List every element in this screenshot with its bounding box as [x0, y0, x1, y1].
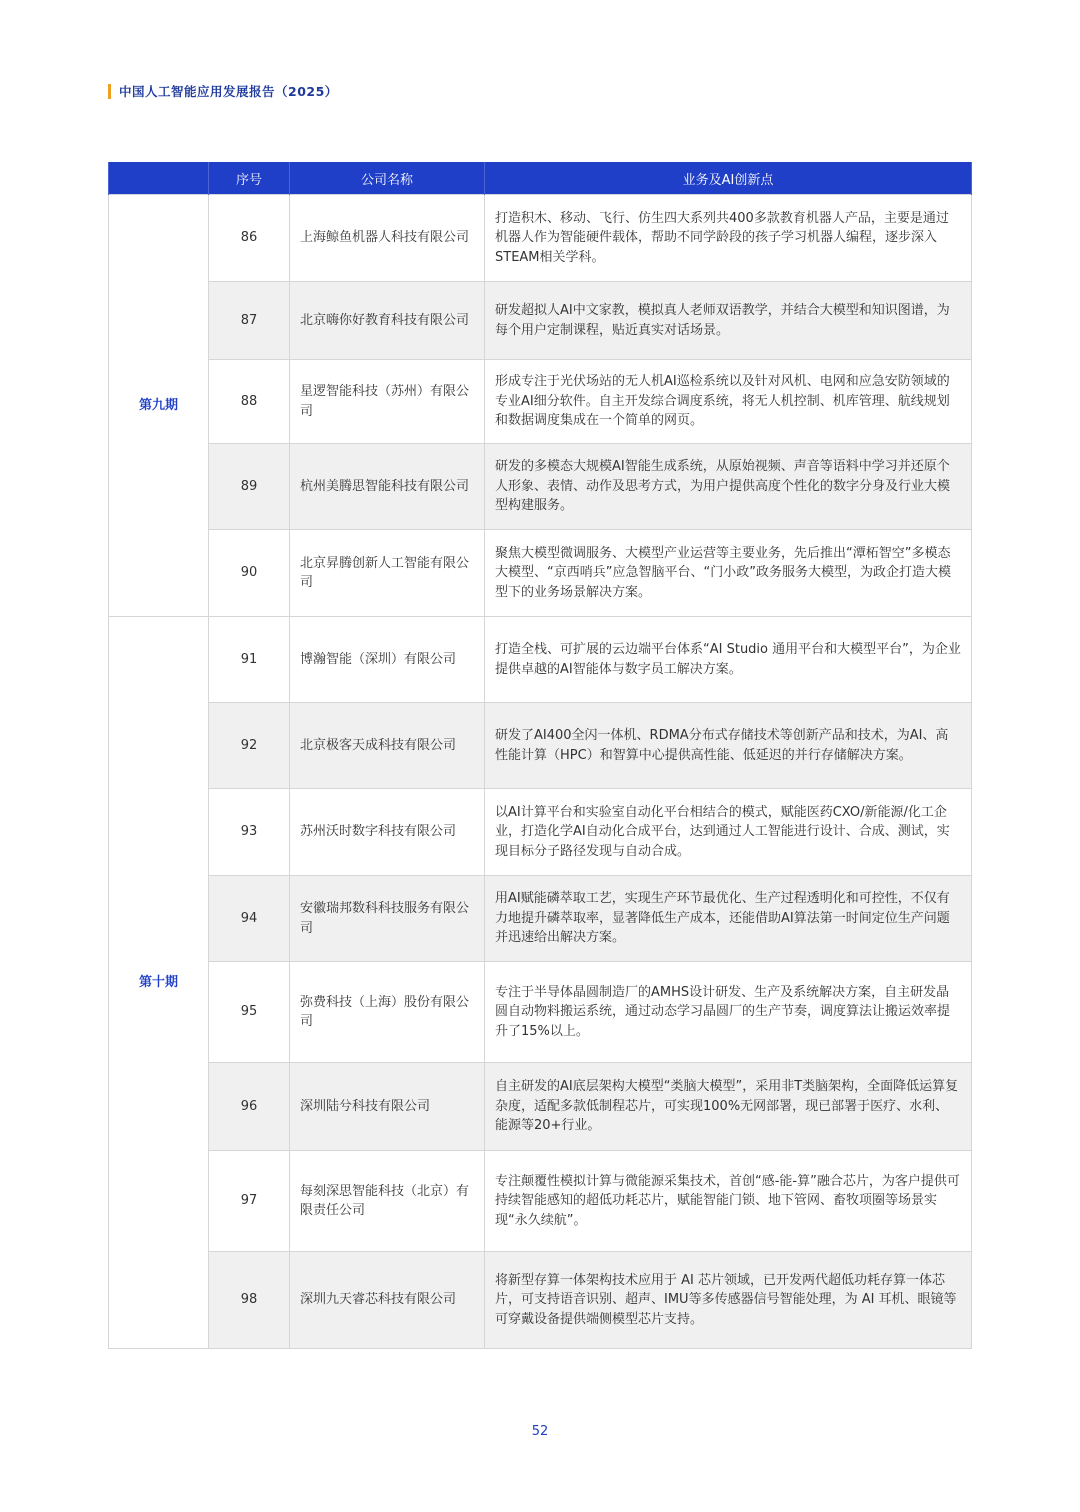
row-number-cell: 95	[209, 962, 290, 1063]
company-name-cell: 上海鲸鱼机器人科技有限公司	[290, 195, 485, 282]
table-row	[109, 1252, 972, 1349]
business-description-cell: 形成专注于光伏场站的无人机AI巡检系统以及针对风机、电网和应急安防领域的专业AI细分软件。自主开发综合调度系统，将无人机控制、机库管理、航线规划和数据调度集成在一个简单的网页。	[485, 360, 972, 444]
table-header-row	[109, 162, 972, 195]
row-number-cell: 93	[209, 789, 290, 876]
row-number-cell: 87	[209, 282, 290, 360]
row-number-cell: 91	[209, 617, 290, 703]
report-header	[108, 82, 338, 100]
page-number: 52	[531, 1424, 549, 1439]
column-header-number: 序号	[209, 162, 290, 195]
business-description-cell: 研发超拟人AI中文家教，模拟真人老师双语教学，并结合大模型和知识图谱，为每个用户定制课程，贴近真实对话场景。	[485, 282, 972, 360]
business-description-cell: 打造积木、移动、飞行、仿生四大系列共400多款教育机器人产品，主要是通过机器人作为智能硬件载体，帮助不同学龄段的孩子学习机器人编程，逐步深入STEAM相关学科。	[485, 195, 972, 282]
period-cell: 第九期	[109, 195, 209, 617]
period-cell: 第十期	[109, 617, 209, 1349]
row-number-cell: 96	[209, 1063, 290, 1151]
table-row	[109, 530, 972, 617]
company-table	[108, 162, 972, 1349]
column-header-business: 业务及AI创新点	[485, 162, 972, 195]
row-number-cell: 86	[209, 195, 290, 282]
company-name-cell: 北京极客天成科技有限公司	[290, 703, 485, 789]
business-description-cell: 研发了AI400全闪一体机、RDMA分布式存储技术等创新产品和技术，为AI、高性能计算（HPC）和智算中心提供高性能、低延迟的并行存储解决方案。	[485, 703, 972, 789]
business-description-cell: 自主研发的AI底层架构大模型“类脑大模型”，采用非T类脑架构，全面降低运算复杂度，适配多款低制程芯片，可实现100%无网部署，现已部署于医疗、水利、能源等20+行业。	[485, 1063, 972, 1151]
column-header-period	[109, 162, 209, 195]
table-body	[109, 195, 972, 1349]
row-number-cell: 88	[209, 360, 290, 444]
business-description-cell: 专注颠覆性模拟计算与微能源采集技术，首创“感-能-算”融合芯片，为客户提供可持续智能感知的超低功耗芯片，赋能智能门锁、地下管网、畜牧项圈等场景实现“永久续航”。	[485, 1151, 972, 1252]
report-title: 中国人工智能应用发展报告（2025）	[119, 84, 338, 99]
business-description-cell: 用AI赋能磷萃取工艺，实现生产环节最优化、生产过程透明化和可控性，不仅有力地提升磷萃取率，显著降低生产成本，还能借助AI算法第一时间定位生产问题并迅速给出解决方案。	[485, 876, 972, 962]
company-name-cell: 北京昇腾创新人工智能有限公司	[290, 530, 485, 617]
row-number-cell: 94	[209, 876, 290, 962]
company-name-cell: 博瀚智能（深圳）有限公司	[290, 617, 485, 703]
column-header-company: 公司名称	[290, 162, 485, 195]
row-number-cell: 89	[209, 444, 290, 530]
company-name-cell: 安徽瑞邦数科科技服务有限公司	[290, 876, 485, 962]
row-number-cell: 90	[209, 530, 290, 617]
company-name-cell: 深圳陆兮科技有限公司	[290, 1063, 485, 1151]
business-description-cell: 打造全栈、可扩展的云边端平台体系“AI Studio 通用平台和大模型平台”，为企业提供卓越的AI智能体与数字员工解决方案。	[485, 617, 972, 703]
business-description-cell: 以AI计算平台和实验室自动化平台相结合的模式，赋能医药CXO/新能源/化工企业，打造化学AI自动化合成平台，达到通过人工智能进行设计、合成、测试，实现目标分子路径发现与自动合成。	[485, 789, 972, 876]
company-name-cell: 苏州沃时数字科技有限公司	[290, 789, 485, 876]
row-number-cell: 98	[209, 1252, 290, 1349]
header-accent-bar	[108, 84, 111, 99]
table-row	[109, 703, 972, 789]
business-description-cell: 专注于半导体晶圆制造厂的AMHS设计研发、生产及系统解决方案，自主研发晶圆自动物料搬运系统，通过动态学习晶圆厂的生产节奏，调度算法让搬运效率提升了15%以上。	[485, 962, 972, 1063]
company-name-cell: 深圳九天睿芯科技有限公司	[290, 1252, 485, 1349]
table-row	[109, 962, 972, 1063]
company-name-cell: 北京嗨你好教育科技有限公司	[290, 282, 485, 360]
table-row	[109, 876, 972, 962]
company-name-cell: 弥费科技（上海）股份有限公司	[290, 962, 485, 1063]
table-row	[109, 195, 972, 282]
table-row	[109, 360, 972, 444]
company-name-cell: 每刻深思智能科技（北京）有限责任公司	[290, 1151, 485, 1252]
table-row	[109, 789, 972, 876]
table-row	[109, 1063, 972, 1151]
company-name-cell: 杭州美腾思智能科技有限公司	[290, 444, 485, 530]
row-number-cell: 97	[209, 1151, 290, 1252]
row-number-cell: 92	[209, 703, 290, 789]
table-row	[109, 1151, 972, 1252]
business-description-cell: 聚焦大模型微调服务、大模型产业运营等主要业务，先后推出“潭柘智空”多模态大模型、“京西哨兵”应急智脑平台、“门小政”政务服务大模型，为政企打造大模型下的业务场景解决方案。	[485, 530, 972, 617]
table-row	[109, 444, 972, 530]
company-name-cell: 星逻智能科技（苏州）有限公司	[290, 360, 485, 444]
table-row	[109, 282, 972, 360]
table-row	[109, 617, 972, 703]
business-description-cell: 研发的多模态大规模AI智能生成系统，从原始视频、声音等语料中学习并还原个人形象、表情、动作及思考方式，为用户提供高度个性化的数字分身及行业大模型构建服务。	[485, 444, 972, 530]
business-description-cell: 将新型存算一体架构技术应用于 AI 芯片领域，已开发两代超低功耗存算一体芯片，可支持语音识别、超声、IMU等多传感器信号智能处理，为 AI 耳机、眼镜等可穿戴设备提供端侧模型芯片支持。	[485, 1252, 972, 1349]
